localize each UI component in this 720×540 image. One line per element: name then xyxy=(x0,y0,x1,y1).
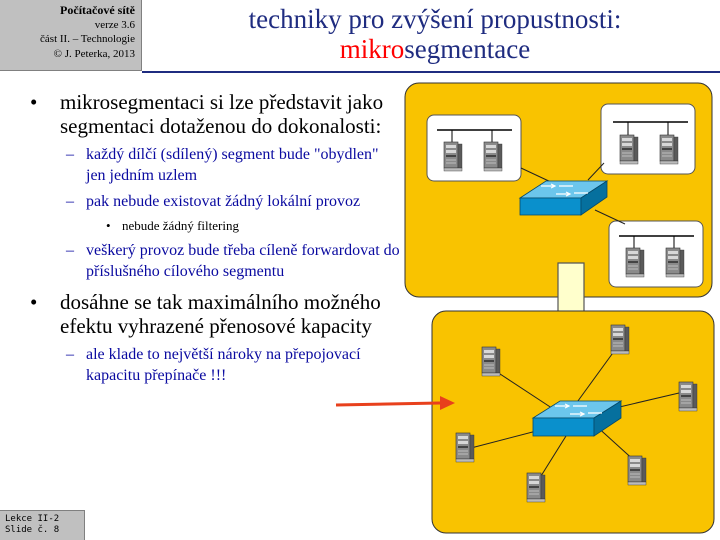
server-icon xyxy=(666,248,684,277)
bullet-marker: – xyxy=(66,346,74,363)
bullet-text: nebude žádný filtering xyxy=(122,218,239,233)
title-accent: mikro xyxy=(339,34,405,64)
bullet-marker: • xyxy=(30,90,38,114)
bullet-text: pak nebude existovat žádný lokální provoz xyxy=(86,193,361,210)
server-icon xyxy=(679,382,697,411)
bullet-marker: – xyxy=(66,146,74,163)
title-line-1: techniky pro zvýšení propustnosti: xyxy=(248,4,622,34)
bullet-text: dosáhne se tak maximálního možného efektu vyhrazené přenosové kapacity xyxy=(60,290,381,338)
lesson-label: Lekce II-2 xyxy=(5,514,60,524)
server-icon xyxy=(660,135,678,164)
server-icon xyxy=(482,347,500,376)
server-icon xyxy=(611,325,629,354)
server-icon xyxy=(484,142,502,171)
bullet-text: veškerý provoz bude třeba cíleně forwardovat do příslušného cílového segmentu xyxy=(86,242,400,280)
bullet-marker: – xyxy=(66,242,74,259)
segment-box-right-top xyxy=(601,104,695,174)
server-icon xyxy=(628,456,646,485)
version-label: verze 3.6 xyxy=(94,18,135,31)
course-name: Počítačové sítě xyxy=(60,3,135,17)
bullet-marker: • xyxy=(30,290,38,314)
part-label: část II. – Technologie xyxy=(40,33,135,45)
server-icon xyxy=(626,248,644,277)
bullet-text: ale klade to největší nároky na přepojovací kapacitu přepínače !!! xyxy=(86,346,361,384)
server-icon xyxy=(456,433,474,462)
bullet-text: mikrosegmentaci si lze představit jako segmentaci dotaženou do dokonalosti: xyxy=(60,90,384,138)
bullet-marker: – xyxy=(66,193,74,210)
server-icon xyxy=(527,473,545,502)
segment-box-left xyxy=(427,115,521,181)
server-icon xyxy=(620,135,638,164)
bullet-text: každý dílčí (sdílený) segment bude "obydlen" jen jedním uzlem xyxy=(86,146,379,184)
title-rest: segmentace xyxy=(404,34,531,64)
server-icon xyxy=(444,142,462,171)
segment-box-right-bottom xyxy=(609,221,703,287)
slide-number: Slide č. 8 xyxy=(5,525,60,535)
bullet-marker: • xyxy=(106,218,111,233)
copyright-label: © J. Peterka, 2013 xyxy=(53,47,135,60)
